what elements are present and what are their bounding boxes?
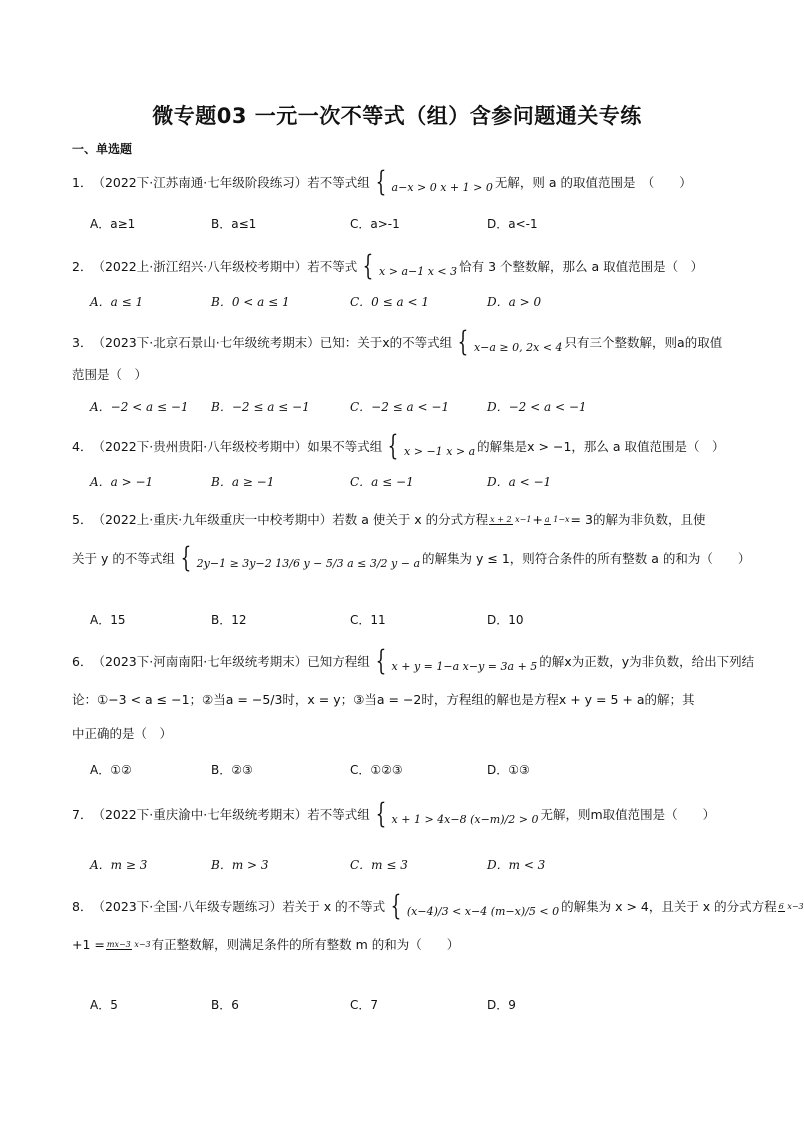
- system-row: x + 1 > 4x−8: [391, 813, 467, 826]
- question-text: 若不等式组: [307, 174, 370, 190]
- system-row: (m−x)/5 < 0: [490, 905, 560, 918]
- option-a[interactable]: A．a ≤ 1: [90, 295, 144, 309]
- fraction: a 1−x: [544, 515, 570, 524]
- option-a[interactable]: A．5: [90, 998, 118, 1012]
- option-b[interactable]: B．0 < a ≤ 1: [211, 295, 290, 309]
- question-text: = 3的解为非负数，且使: [570, 512, 706, 527]
- question-text: 已知：关于x的不等式组: [319, 334, 453, 350]
- question-source: （2023下·全国·八年级专题练习）: [92, 898, 283, 914]
- question-text: 的解集是x > −1，那么 a 取值范围是（ ）: [477, 438, 725, 454]
- option-d[interactable]: D．−2 < a < −1: [487, 400, 587, 414]
- inequality-system: { x + 1 > 4x−8 (x−m)/2 > 0: [375, 797, 539, 830]
- option-c[interactable]: C．7: [350, 998, 379, 1012]
- question-number: 7．: [72, 806, 93, 822]
- system-row: a−x > 0: [391, 181, 437, 194]
- question-number: 1．: [72, 174, 93, 190]
- option-c[interactable]: C．0 ≤ a < 1: [350, 295, 429, 309]
- question-text: 无解，则m取值范围是（ ）: [540, 806, 716, 822]
- option-d[interactable]: D．10: [487, 613, 524, 627]
- question-text: 无解，则 a 的取值范围是 （ ）: [494, 174, 692, 190]
- question-number: 5．: [72, 512, 93, 527]
- options-2: [90, 293, 730, 313]
- question-text: 若数 a 使关于 x 的分式方程: [332, 512, 489, 527]
- equation-system: { x + y = 1−a x−y = 3a + 5: [375, 644, 538, 677]
- question-6: [72, 644, 755, 744]
- option-b[interactable]: B．m > 3: [211, 858, 269, 872]
- system-row: 2y−1 ≥ 3y−2: [196, 557, 272, 570]
- question-text: 如果不等式组: [307, 438, 383, 454]
- options-7: [90, 856, 730, 876]
- inequality-system: { x > a−1 x < 3: [362, 249, 458, 282]
- question-text: 范围是（ ）: [72, 367, 148, 382]
- question-text: 有正整数解，则满足条件的所有整数 m 的和为（ ）: [151, 937, 460, 952]
- system-row: x > −1: [404, 445, 443, 458]
- option-d[interactable]: D．①③: [487, 763, 530, 777]
- question-text: 中正确的是（ ）: [72, 726, 173, 741]
- option-d[interactable]: D．a<-1: [487, 217, 538, 231]
- question-1: [72, 165, 722, 198]
- question-source: （2023下·河南南阳·七年级统考期末）: [92, 653, 308, 669]
- option-a[interactable]: A．m ≥ 3: [90, 858, 148, 872]
- option-d[interactable]: D．9: [487, 998, 516, 1012]
- options-6: [90, 761, 730, 781]
- options-1: [90, 215, 730, 235]
- question-source: （2022下·贵州贵阳·八年级校考期中）: [92, 438, 308, 454]
- option-c[interactable]: C．a ≤ −1: [350, 475, 414, 489]
- options-8: [90, 996, 730, 1016]
- option-a[interactable]: A．①②: [90, 763, 132, 777]
- question-source: （2022下·重庆渝中·七年级统考期末）: [92, 806, 308, 822]
- option-b[interactable]: B．−2 ≤ a ≤ −1: [211, 400, 310, 414]
- system-row: x−y = 3a + 5: [462, 660, 538, 673]
- question-text: 的解集为 y ≤ 1，则符合条件的所有整数 a 的和为（ ）: [422, 550, 751, 566]
- system-row: 2x < 4: [526, 341, 563, 354]
- fraction: x + 2 x−1: [490, 515, 532, 524]
- option-a[interactable]: A．a≥1: [90, 217, 136, 231]
- question-number: 2．: [72, 258, 93, 274]
- fraction: mx−3 x−3: [106, 940, 151, 949]
- options-5: [90, 611, 730, 631]
- option-a[interactable]: A．−2 < a ≤ −1: [90, 400, 189, 414]
- system-row: (x−4)/3 < x−4: [406, 905, 488, 918]
- option-c[interactable]: C．a>-1: [350, 217, 400, 231]
- question-text: 已知方程组: [307, 653, 370, 669]
- section-heading: 一、单选题: [72, 142, 133, 156]
- question-text: 的解集为 x > 4，且关于 x 的分式方程: [561, 898, 777, 914]
- question-text: 若不等式组: [307, 806, 370, 822]
- system-row: x > a−1: [379, 265, 425, 278]
- question-4: [72, 429, 725, 462]
- question-text: 的解x为正数，y为非负数，给出下列结: [539, 653, 755, 669]
- question-2: [72, 249, 722, 282]
- option-c[interactable]: C．①②③: [350, 763, 403, 777]
- option-a[interactable]: A．15: [90, 613, 126, 627]
- question-number: 3．: [72, 334, 93, 350]
- question-text: 论：①−3 < a ≤ −1；②当a = −5/3时，x = y；③当a = −2时，方程组的解也是方程x + y = 5 + a的解；其: [72, 692, 695, 707]
- inequality-system: { (x−4)/3 < x−4 (m−x)/5 < 0: [390, 889, 560, 922]
- inequality-system: { 2y−1 ≥ 3y−2 13/6 y − 5/3 a ≤ 3/2 y − a: [180, 541, 421, 574]
- option-b[interactable]: B．a≤1: [211, 217, 257, 231]
- system-row: x > a: [446, 445, 476, 458]
- question-text: 若关于 x 的不等式: [282, 898, 386, 914]
- system-row: x−a ≥ 0,: [473, 341, 523, 354]
- question-8: [72, 889, 804, 955]
- question-text: +1 =: [72, 937, 105, 952]
- page-title: 微专题03 一元一次不等式（组）含参问题通关专练: [152, 104, 642, 128]
- option-c[interactable]: C．11: [350, 613, 386, 627]
- system-row: 13/6 y − 5/3 a ≤ 3/2 y − a: [275, 557, 421, 570]
- question-number: 4．: [72, 438, 93, 454]
- option-b[interactable]: B．a ≥ −1: [211, 475, 275, 489]
- option-d[interactable]: D．m < 3: [487, 858, 546, 872]
- question-7: [72, 797, 722, 830]
- system-row: x + y = 1−a: [391, 660, 460, 673]
- options-4: [90, 473, 730, 493]
- option-c[interactable]: C．m ≤ 3: [350, 858, 408, 872]
- fraction: 6 x−3: [778, 901, 804, 911]
- question-source: （2022上·浙江绍兴·八年级校考期中）: [92, 258, 308, 274]
- options-3: [90, 398, 730, 418]
- question-source: （2022上·重庆·九年级重庆一中校考期中）: [92, 512, 333, 527]
- system-row: x < 3: [427, 265, 458, 278]
- option-b[interactable]: B．②③: [211, 763, 253, 777]
- question-text: 恰有 3 个整数解，那么 a 取值范围是（ ）: [459, 258, 704, 274]
- option-d[interactable]: D．a > 0: [487, 295, 542, 309]
- question-source: （2022下·江苏南通·七年级阶段练习）: [92, 174, 308, 190]
- system-row: x + 1 > 0: [440, 181, 493, 194]
- inequality-system: { x > −1 x > a: [387, 429, 476, 462]
- question-3: [72, 325, 723, 385]
- inequality-system: { a−x > 0 x + 1 > 0: [375, 165, 493, 198]
- option-d[interactable]: D．a < −1: [487, 475, 552, 489]
- inequality-system: { x−a ≥ 0, 2x < 4: [457, 325, 563, 358]
- question-number: 8．: [72, 898, 93, 914]
- question-text: 关于 y 的不等式组: [72, 550, 175, 566]
- option-c[interactable]: C．−2 ≤ a < −1: [350, 400, 450, 414]
- question-5: 5． （2022上·重庆·九年级重庆一中校考期中） 若数 a 使关于 x 的分式方程 x + 2 x−1 + a 1−x = 3的解为非负数，且使 关于 y 的不等式组 { 2y−1 ≥ 3y−2 13/6 y − 5/3 a ≤ 3/2 y − a 的解集为 y ≤ 1，则符合条件的所有整数 a 的和为（ ）: [72, 512, 751, 574]
- question-text: 只有三个整数解，则a的取值: [564, 334, 723, 350]
- question-source: （2023下·北京石景山·七年级统考期末）: [92, 334, 320, 350]
- question-number: 6．: [72, 653, 93, 669]
- option-b[interactable]: B．6: [211, 998, 239, 1012]
- option-b[interactable]: B．12: [211, 613, 247, 627]
- question-text: 若不等式: [307, 258, 358, 274]
- option-a[interactable]: A．a > −1: [90, 475, 154, 489]
- system-row: (x−m)/2 > 0: [470, 813, 539, 826]
